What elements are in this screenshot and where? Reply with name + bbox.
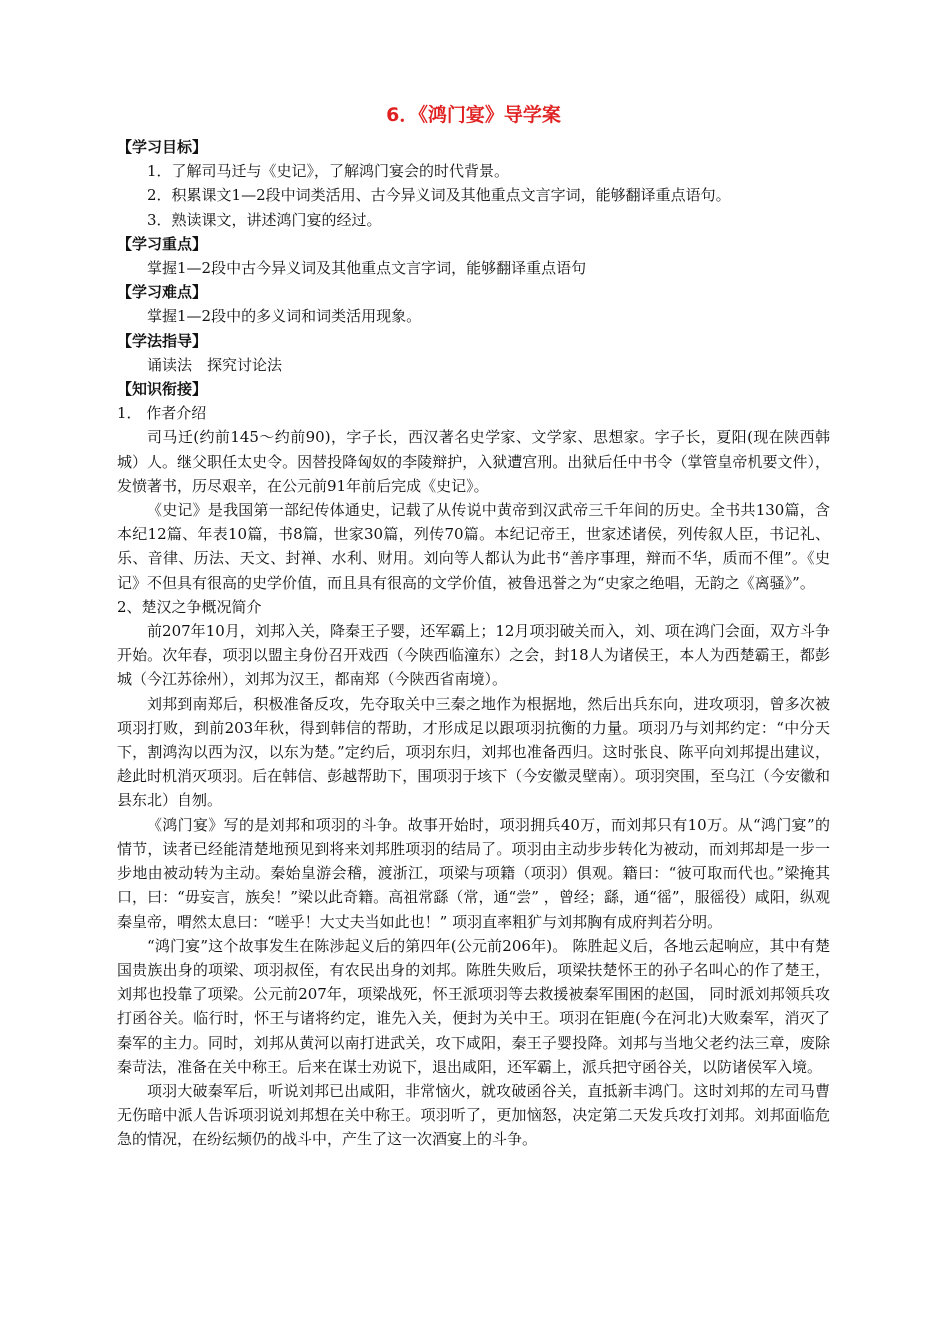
method-heading: 【学法指导】: [117, 331, 208, 350]
difficulty-text: 掌握1—2段中的多义词和词类活用现象。: [147, 307, 422, 326]
focus-heading: 【学习重点】: [117, 234, 208, 253]
paragraph-chuhan-1: 前207年10月，刘邦入关，降秦王子婴，还军霸上；12月项羽破关而入，刘、项在鸿门会面，双方斗争开始。次年春，项羽以盟主身份召开戏西（今陕西临潼东）之会，封18人为诸侯王，本人为西楚霸王，都彭城（今江苏徐州），刘邦为汉王，都南郑（今陕西省南境）。: [117, 622, 830, 689]
method-text: 诵读法 探究讨论法: [147, 355, 283, 374]
goal-item-1: 1．了解司马迁与《史记》，了解鸿门宴会的时代背景。: [147, 162, 510, 181]
paragraph-shiji: 《史记》是我国第一部纪传体通史，记载了从传说中黄帝到汉武帝三千年间的历史。全书共130篇，含本纪12篇、年表10篇，书8篇，世家30篇，列传70篇。本纪记帝王，世家述诸侯，列传叙人臣，书记礼、乐、音律、历法、天文、封禅、水利、财用。刘向等人都认为此书“善序事理，辩而不华，质而不俚”。《史记》不但具有很高的史学价值，而且具有很高的文学价值，被鲁迅誉之为“史家之绝唱，无韵之《离骚》”。: [117, 501, 830, 592]
paragraph-hongmen-2: “鸿门宴”这个故事发生在陈涉起义后的第四年(公元前206年)。 陈胜起义后，各地云起响应，其中有楚国贵族出身的项梁、项羽叔侄，有农民出身的刘邦。陈胜失败后，项梁扶楚怀王的孙子名叫心的作了楚王，刘邦也投靠了项梁。公元前207年，项梁战死，怀王派项羽等去救援被秦军围困的赵国， 同时派刘邦领兵攻打函谷关。临行时，怀王与诸将约定，谁先入关，便封为关中王。项羽在钜鹿(今在河北)大败秦军，消灭了秦军的主力。同时，刘邦从黄河以南打进武关，攻下咸阳，秦王子婴投降。刘邦与当地父老约法三章，废除秦苛法，准备在关中称王。后来在谋士劝说下，退出咸阳，还军霸上，派兵把守函谷关，以防诸侯军入境。: [117, 936, 830, 1076]
goal-item-3: 3．熟读课文，讲述鸿门宴的经过。: [147, 210, 382, 229]
difficulty-heading: 【学习难点】: [117, 283, 208, 302]
goals-heading: 【学习目标】: [117, 138, 208, 156]
subheading-author: 1． 作者介绍: [117, 404, 207, 423]
knowledge-heading: 【知识衔接】: [117, 380, 208, 399]
paragraph-author: 司马迁(约前145～约前90)，字子长，西汉著名史学家、文学家、思想家。字子长，夏阳(现在陕西韩城）人。继父职任太史令。因替投降匈奴的李陵辩护，入狱遭宫刑。出狱后任中书令（掌管皇帝机要文件），发愤著书，历尽艰辛，在公元前91年前后完成《史记》。: [117, 428, 830, 495]
paragraph-hongmen-1: 《鸿门宴》写的是刘邦和项羽的斗争。故事开始时，项羽拥兵40万，而刘邦只有10万。从“鸿门宴”的情节，读者已经能清楚地预见到将来刘邦胜项羽的结局了。项羽由主动步步转化为被动，而刘邦却是一步一步地由被动转为主动。秦始皇游会稽，渡浙江，项梁与项籍（项羽）俱观。籍曰：“彼可取而代也。”梁掩其口，曰：“毋妄言，族矣！”梁以此奇籍。高祖常繇（常，通“尝” ，曾经；繇，通“徭”，服徭役）咸阳，纵观秦皇帝，喟然太息曰：“嗟乎！大丈夫当如此也！” 项羽直率粗犷与刘邦胸有成府判若分明。: [117, 815, 830, 931]
subheading-chuhan: 2、楚汉之争概况简介: [117, 597, 262, 616]
paragraph-hongmen-3: 项羽大破秦军后，听说刘邦已出咸阳，非常恼火，就攻破函谷关，直抵新丰鸿门。这时刘邦的左司马曹无伤暗中派人告诉项羽说刘邦想在关中称王。项羽听了，更加恼怒，决定第二天发兵攻打刘邦。刘邦面临危急的情况，在纷纭频仍的战斗中，产生了这一次酒宴上的斗争。: [117, 1081, 830, 1149]
goal-item-2: 2．积累课文1—2段中词类活用、古今异义词及其他重点文言字词，能够翻译重点语句。: [147, 186, 731, 205]
focus-text: 掌握1—2段中古今异义词及其他重点文言字词，能够翻译重点语句: [147, 259, 587, 278]
page-title: 6．《鸿门宴》导学案: [386, 104, 561, 126]
paragraph-chuhan-2: 刘邦到南郑后，积极准备反攻，先夺取关中三秦之地作为根据地，然后出兵东向，进攻项羽，曾多次被项羽打败，到前203年秋，得到韩信的帮助，才形成足以跟项羽抗衡的力量。项羽乃与刘邦约定：“中分天下，割鸿沟以西为汉，以东为楚。”定约后，项羽东归，刘邦也准备西归。这时张良、陈平向刘邦提出建议，趁此时机消灭项羽。后在韩信、彭越帮助下，围项羽于垓下（今安徽灵壁南）。项羽突围，至乌江（今安徽和县东北）自刎。: [117, 694, 830, 810]
